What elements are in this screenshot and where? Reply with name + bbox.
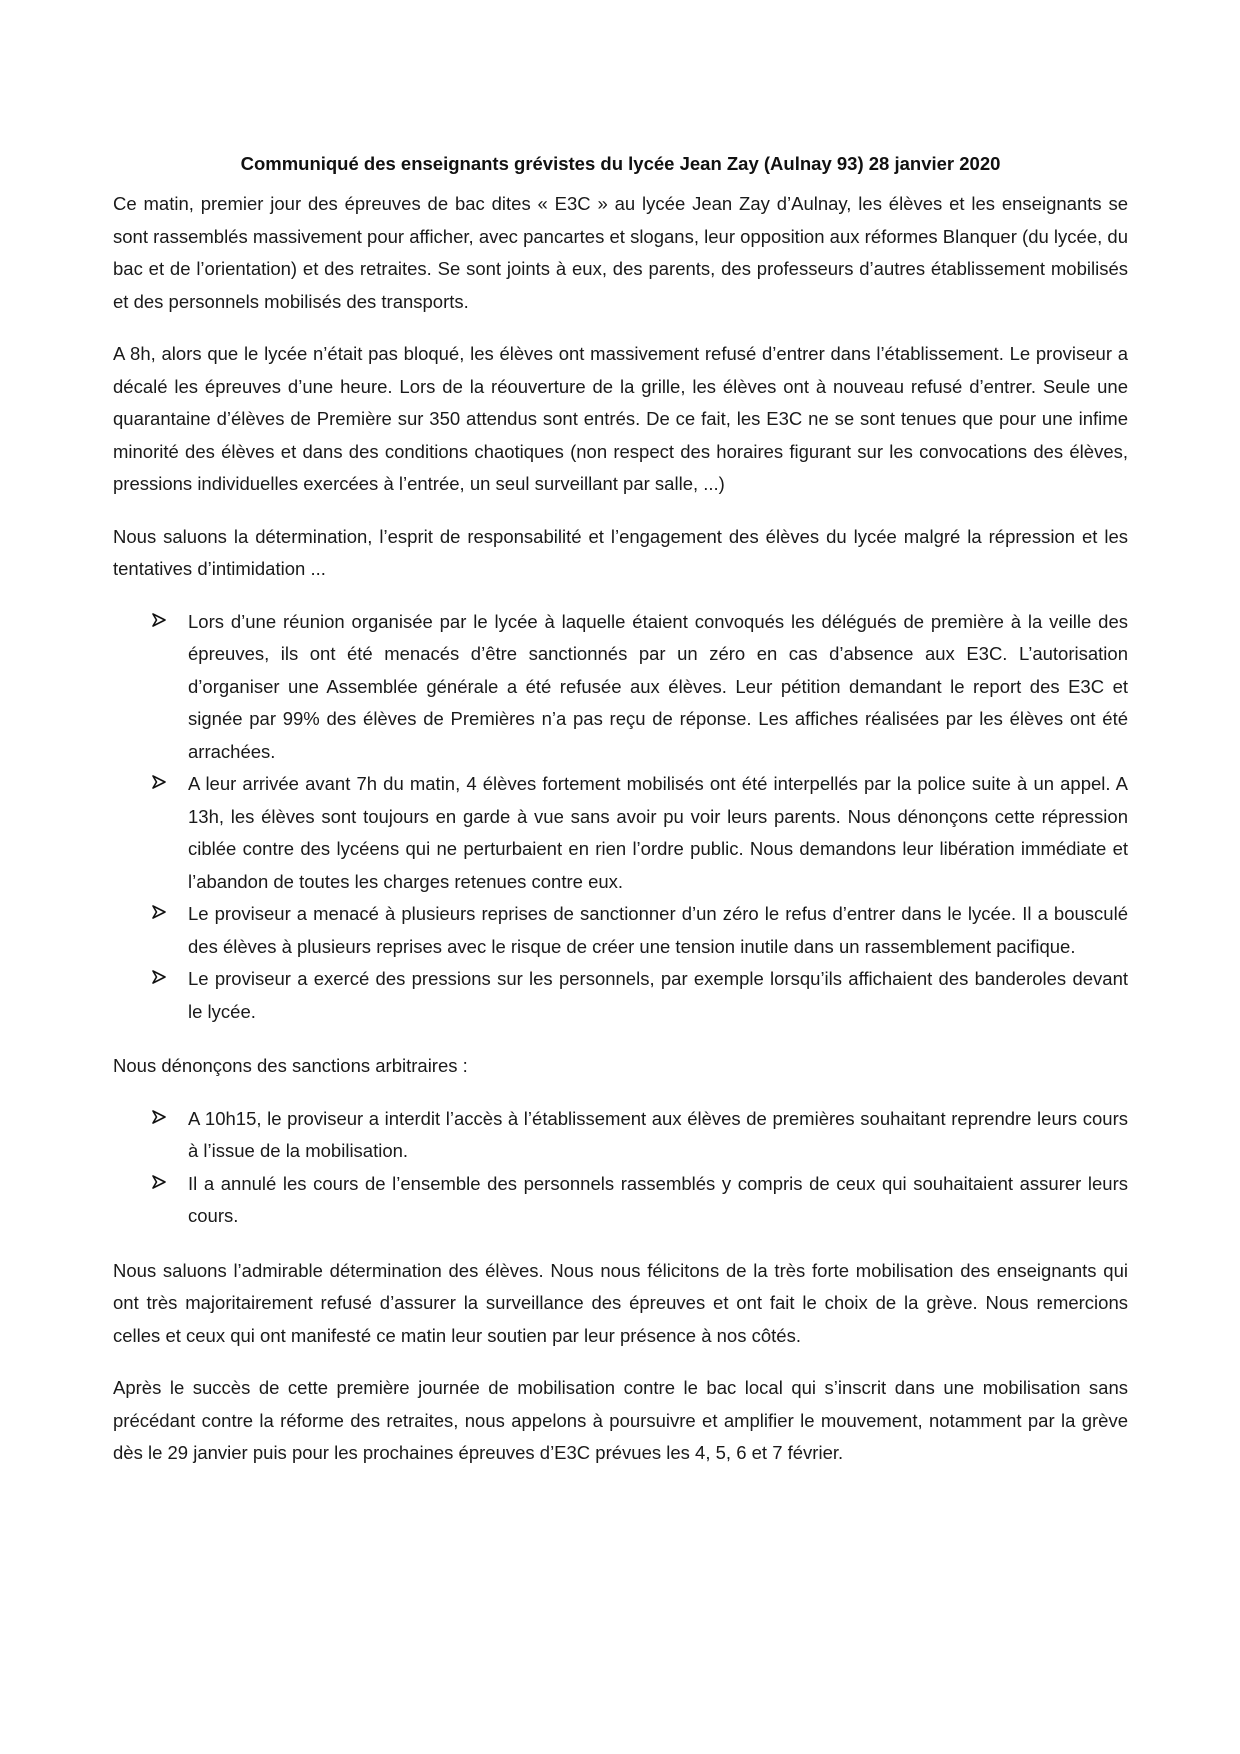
document-body [113,148,1128,1490]
list-item-text: Il a annulé les cours de l’ensemble des personnels rassemblés y compris de ceux qui souhaitaient assurer leurs cours. [188,1172,1128,1226]
list-item [113,963,1128,1028]
sanctions-intro: Nous dénonçons des sanctions arbitraires : [113,1055,468,1076]
paragraph-call-to-action: Après le succès de cette première journée de mobilisation contre le bac local qui s’inscrit dans une mobilisation sans précédant contre la réforme des retraites, nous appelons à poursuivre et amplifier le mouvement, notamment par la grève dès le 29 janvier puis pour les prochaines épreuves d’E3C prévues les 4, 5, 6 et 7 février. [113,1377,1128,1463]
paragraph-intro: Ce matin, premier jour des épreuves de bac dites « E3C » au lycée Jean Zay d’Aulnay, les élèves et les enseignants se sont rassemblés massivement pour afficher, avec pancartes et slogans, leur opposition aux réformes Blanquer (du lycée, du bac et de l’orientation) et des retraites. Se sont joints à eux, des parents, des professeurs d’autres établissement mobilisés et des personnels mobilisés des transports. [113,193,1128,312]
list-item-text: Le proviseur a exercé des pressions sur les personnels, par exemple lorsqu’ils affichaient des banderoles devant le lycée. [188,968,1128,1022]
list-item [113,1103,1128,1168]
arrowhead-bullet-icon [149,768,169,801]
list-item-text: A 10h15, le proviseur a interdit l’accès à l’établissement aux élèves de premières souhaitant reprendre leurs cours à l’issue de la mobilisation. [188,1107,1128,1161]
arrowhead-bullet-icon [149,898,169,931]
list-item-text: A leur arrivée avant 7h du matin, 4 élèves fortement mobilisés ont été interpellés par la police suite à un appel. A 13h, les élèves sont toujours en garde à vue sans avoir pu voir leurs parents. Nous dénonçons cette répression ciblée contre des lycéens qui ne perturbaient en rien l’ordre public. Nous demandons leur libération immédiate et l’abandon de toutes les charges retenues contre eux. [188,773,1128,892]
paragraph-salute: Nous saluons la détermination, l’esprit de responsabilité et l’engagement des élèves du lycée malgré la répression et les tentatives d’intimidation ... [113,525,1128,579]
list-item-text: Lors d’une réunion organisée par le lycée à laquelle étaient convoqués les délégués de première à la veille des épreuves, ils ont été menacés d’être sanctionnés par un zéro en cas d’absence aux E3C. L’autorisation d’organiser une Assemblée générale a été refusée aux élèves. Leur pétition demandant le report des E3C et signée par 99% des élèves de Premières n’a pas reçu de réponse. Les affiches réalisées par les élèves ont été arrachées. [188,610,1128,762]
paragraph-events: A 8h, alors que le lycée n’était pas bloqué, les élèves ont massivement refusé d’entrer dans l’établissement. Le proviseur a décalé les épreuves d’une heure. Lors de la réouverture de la grille, les élèves ont à nouveau refusé d’entrer. Seule une quarantaine d’élèves de Première sur 350 attendus sont entrés. De ce fait, les E3C ne se sont tenues que pour une infime minorité des élèves et dans des conditions chaotiques (non respect des horaires figurant sur les convocations des élèves, pressions individuelles exercées à l’entrée, un seul surveillant par salle, ...) [113,343,1128,494]
list-item [113,768,1128,898]
paragraph-closing-salute: Nous saluons l’admirable détermination des élèves. Nous nous félicitons de la très forte mobilisation des enseignants qui ont très majoritairement refusé d’assurer la surveillance des épreuves et ont fait le choix de la grève. Nous remercions celles et ceux qui ont manifesté ce matin leur soutien par leur présence à nos côtés. [113,1259,1128,1346]
bullet-list-sanctions [113,1103,1128,1233]
bullet-list-repression [113,606,1128,1029]
list-item [113,1168,1128,1233]
arrowhead-bullet-icon [149,963,169,996]
document-title: Communiqué des enseignants grévistes du lycée Jean Zay (Aulnay 93) 28 janvier 2020 [240,153,1001,174]
list-item-text: Le proviseur a menacé à plusieurs reprises de sanctionner d’un zéro le refus d’entrer dans le lycée. Il a bousculé des élèves à plusieurs reprises avec le risque de créer une tension inutile dans un rassemblement pacifique. [188,903,1128,957]
arrowhead-bullet-icon [149,1168,169,1201]
arrowhead-bullet-icon [149,1103,169,1136]
list-item [113,606,1128,769]
arrowhead-bullet-icon [149,606,169,639]
list-item [113,898,1128,963]
